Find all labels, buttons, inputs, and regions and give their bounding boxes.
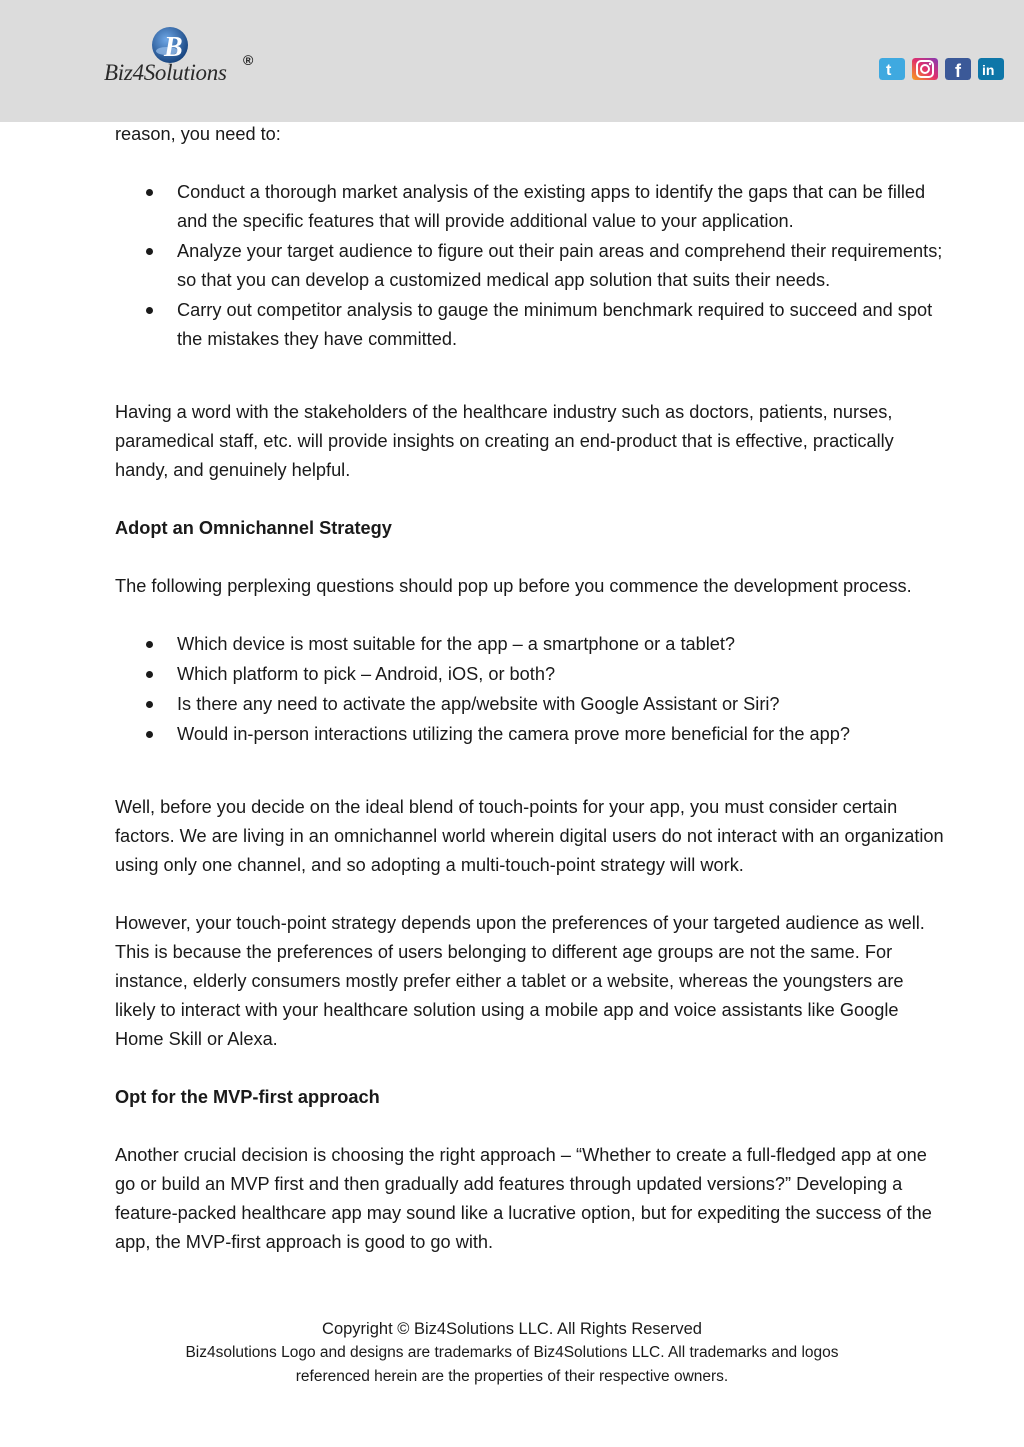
trademark-text: Biz4solutions Logo and designs are trademarks of Biz4Solutions LLC. All trademarks and logos	[185, 1344, 839, 1361]
registered-mark: ®	[243, 52, 254, 68]
social-links	[879, 58, 1004, 80]
list-item	[115, 660, 945, 689]
svg-text:t: t	[886, 62, 892, 79]
section-heading-omnichannel: Adopt an Omnichannel Strategy	[115, 518, 392, 538]
spacer	[115, 880, 945, 909]
stakeholders-paragraph: Having a word with the stakeholders of the healthcare industry such as doctors, patients, nurses, paramedical staff, etc. will provide insights on creating an end-product that is effective, practically handy, and genuinely helpful.	[115, 402, 894, 480]
bullet-icon	[146, 641, 153, 648]
svg-text:f: f	[955, 61, 961, 80]
spacer	[115, 1054, 945, 1083]
linkedin-icon[interactable]	[978, 58, 1004, 80]
list-item-text: Which platform to pick – Android, iOS, or both?	[177, 664, 556, 684]
bullet-icon	[146, 731, 153, 738]
svg-text:B: B	[164, 32, 183, 63]
list-item	[115, 720, 945, 749]
intro-fragment: reason, you need to:	[115, 124, 281, 144]
spacer	[115, 149, 945, 178]
bullet-icon	[146, 701, 153, 708]
list-item-text: Is there any need to activate the app/website with Google Assistant or Siri?	[177, 694, 780, 714]
analysis-list	[115, 178, 945, 354]
list-item-text: Would in-person interactions utilizing the camera prove more beneficial for the app?	[177, 724, 850, 744]
page-header	[0, 0, 1024, 122]
bullet-icon	[146, 307, 153, 314]
spacer	[115, 543, 945, 572]
touchpoints-paragraph: Well, before you decide on the ideal blend of touch-points for your app, you must consider certain factors. We are living in an omnichannel world wherein digital users do not interact with an organization using only one channel, and so adopting a multi-touch-point strategy will work.	[115, 797, 944, 875]
instagram-icon[interactable]	[912, 58, 938, 80]
spacer	[115, 750, 945, 793]
page-footer	[0, 1317, 1024, 1389]
biz4solutions-logo[interactable]	[104, 22, 264, 94]
logo-wordmark: Biz4Solutions	[104, 60, 227, 85]
list-item	[115, 630, 945, 659]
section-heading-mvp: Opt for the MVP-first approach	[115, 1087, 380, 1107]
list-item-text: Analyze your target audience to figure out their pain areas and comprehend their requirements; so that you can develop a customized medical app solution that suits their needs.	[177, 241, 943, 290]
bullet-icon	[146, 189, 153, 196]
trademark-text-continued: referenced herein are the properties of their respective owners.	[295, 1368, 729, 1385]
list-item	[115, 296, 945, 354]
facebook-icon[interactable]	[945, 58, 971, 80]
list-item	[115, 237, 945, 295]
svg-text:in: in	[982, 62, 995, 78]
questions-intro-paragraph: The following perplexing questions should pop up before you commence the development process.	[115, 576, 912, 596]
list-item	[115, 178, 945, 236]
spacer	[115, 355, 945, 398]
bullet-icon	[146, 248, 153, 255]
spacer	[115, 485, 945, 514]
document-body	[115, 120, 945, 1257]
list-item-text: Conduct a thorough market analysis of the existing apps to identify the gaps that can be filled and the specific features that will provide additional value to your application.	[177, 182, 926, 231]
spacer	[115, 1112, 945, 1141]
questions-list	[115, 630, 945, 749]
mvp-paragraph: Another crucial decision is choosing the right approach – “Whether to create a full-fledged app at one go or build an MVP first and then gradually add features through updated versions?” Developing a feature-packed healthcare app may sound like a lucrative option, but for expediting the success of the app, the MVP-first approach is good to go with.	[115, 1145, 932, 1252]
audience-paragraph: However, your touch-point strategy depends upon the preferences of your targeted audience as well. This is because the preferences of users belonging to different age groups are not the same. For instance, elderly consumers mostly prefer either a tablet or a website, whereas the youngsters are likely to interact with your healthcare solution using a mobile app and voice assistants like Google Home Skill or Alexa.	[115, 913, 925, 1049]
list-item-text: Which device is most suitable for the app – a smartphone or a tablet?	[177, 634, 736, 654]
list-item	[115, 690, 945, 719]
list-item-text: Carry out competitor analysis to gauge the minimum benchmark required to succeed and spot the mistakes they have committed.	[177, 300, 933, 349]
spacer	[115, 601, 945, 630]
bullet-icon	[146, 671, 153, 678]
twitter-icon[interactable]	[879, 58, 905, 80]
copyright-text: Copyright © Biz4Solutions LLC. All Rights Reserved	[322, 1320, 702, 1338]
